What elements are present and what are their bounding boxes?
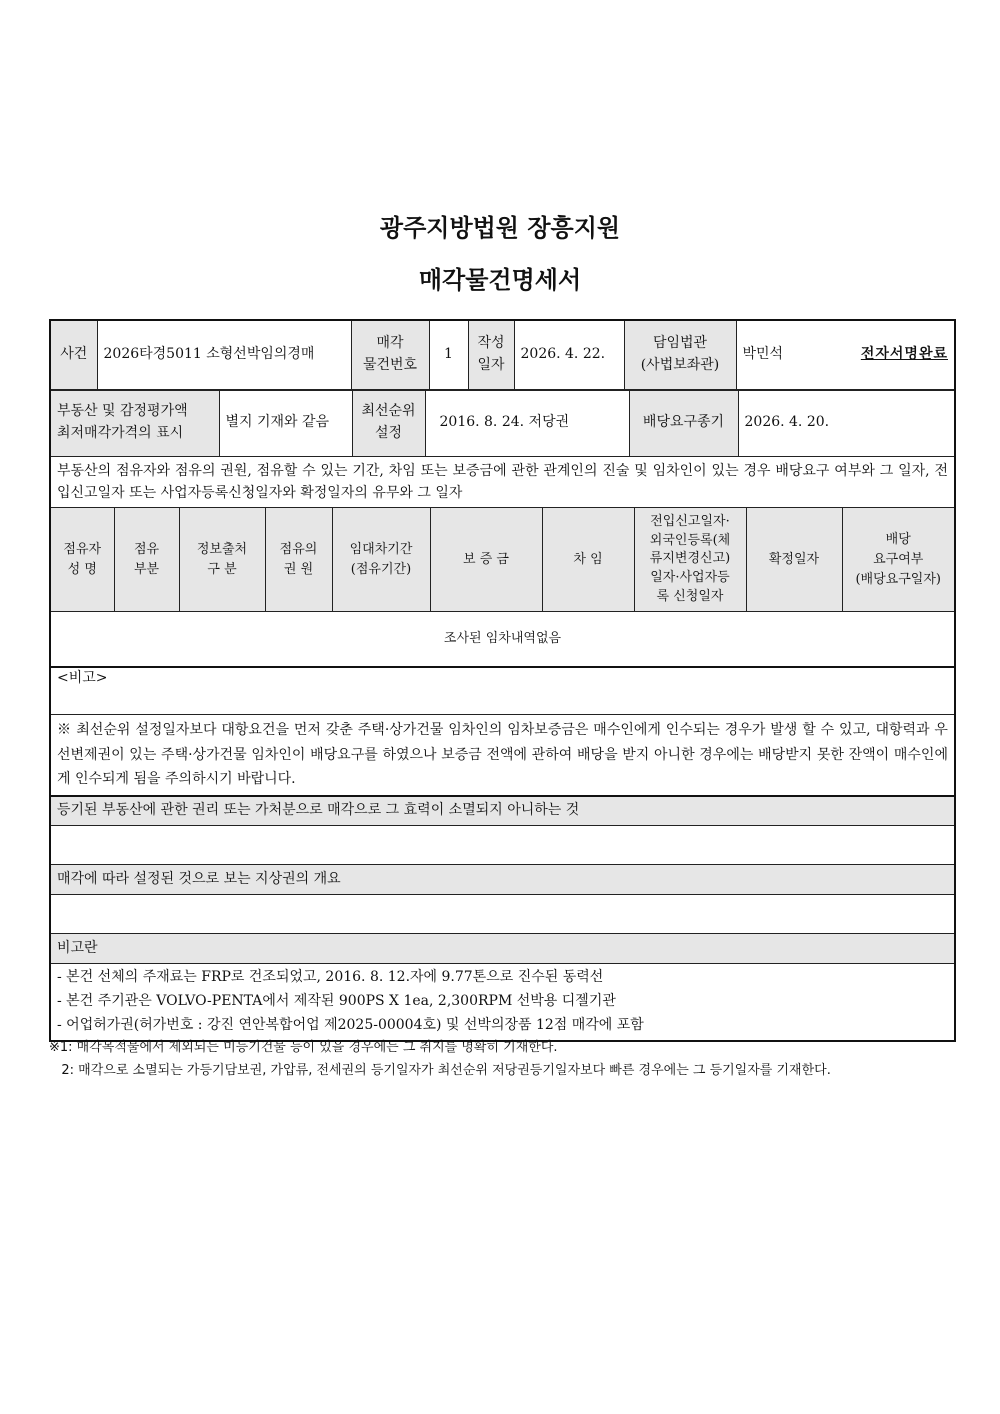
- notice-warning: ※ 최선순위 설정일자보다 대항요건을 먼저 갖춘 주택·상가건물 임차인의 임차보증금은 매수인에게 인수되는 경우가 발생 할 수 있고, 대항력과 우선변제권이 있는 주택·상가건물 임차인이 배당요구를 하였으나 보증금 전액에 관하여 배당을 받지 아니한 경우에는 배당받지 못한 잔액이 매수인에게 인수되게 됨을 주의하시기 바랍니다.: [50, 715, 955, 796]
- document-title: 매각물건명세서: [418, 266, 582, 294]
- footnotes: [49, 1037, 831, 1083]
- col-dividend-request: 배당 요구여부 (배당요구일자): [842, 508, 955, 612]
- property-value: 별지 기재와 같음: [219, 391, 352, 456]
- col-deposit: 보 증 금: [430, 508, 542, 612]
- footnote-2: 2: 매각으로 소멸되는 가등기담보권, 가압류, 전세권의 등기일자가 최선순위 저당권등기일자보다 빠른 경우에는 그 등기일자를 기재한다.: [49, 1062, 831, 1078]
- dividend-deadline-value: 2026. 4. 20.: [744, 414, 830, 431]
- e-signature-status: 전자서명완료: [860, 345, 948, 362]
- col-occupied-part: 점유 부분: [114, 508, 179, 612]
- remarks-cell: [50, 667, 955, 715]
- col-occupant-name: 점유자 성 명: [50, 508, 114, 612]
- col-move-in-date: 전입신고일자· 외국인등록(체 류지변경신고) 일자·사업자등 록 신청일자: [634, 508, 746, 612]
- col-fixed-date: 확정일자: [746, 508, 842, 612]
- occupancy-header-row: [50, 508, 955, 612]
- first-lien-label: 최선순위 설정: [352, 391, 425, 456]
- court-name: 광주지방법원 장흥지원: [379, 214, 621, 242]
- date-value: 2026. 4. 22.: [514, 321, 624, 389]
- occupancy-description: 부동산의 점유자와 점유의 권원, 점유할 수 있는 기간, 차임 또는 보증금에 관한 관계인의 진술 및 임차인이 있는 경우 배당요구 여부와 그 일자, 전입신고일자 또는 사업자등록신청일자와 확정일자의 유무와 그 일자: [50, 456, 955, 508]
- judge-name: 박민석: [742, 345, 784, 362]
- first-lien-value: 2016. 8. 24. 저당권: [425, 391, 629, 456]
- col-occupancy-title: 점유의 권 원: [265, 508, 332, 612]
- note-item: - 본건 주기관은 VOLVO-PENTA에서 제작된 900PS X 1ea, 2,300RPM 선박용 디젤기관: [57, 993, 616, 1010]
- case-value: 2026타경5011 소형선박임의경매: [97, 321, 351, 389]
- item-number-label: 매각 물건번호: [351, 321, 429, 389]
- case-label: 사건: [51, 321, 97, 389]
- registered-rights-value: [50, 826, 955, 865]
- remarks-label: <비고>: [57, 669, 108, 686]
- note-item: - 본건 선체의 주재료는 FRP로 건조되었고, 2016. 8. 12.자에 9.77톤으로 진수된 동력선: [57, 969, 604, 986]
- col-lease-period: 임대차기간 (점유기간): [332, 508, 430, 612]
- footnote-1: ※1: 매각목적물에서 제외되는 미등기건물 등이 있을 경우에는 그 취지를 명확히 기재한다.: [49, 1040, 558, 1055]
- judge-label: 담임법관 (사법보좌관): [624, 321, 736, 389]
- notes-list: [50, 964, 955, 1041]
- no-lease-message: 조사된 임차내역없음: [50, 612, 955, 667]
- col-rent: 차 임: [542, 508, 634, 612]
- registered-rights-label: 등기된 부동산에 관한 권리 또는 가처분으로 매각으로 그 효력이 소멸되지 아니하는 것: [50, 796, 955, 826]
- dividend-deadline-label: 배당요구종기: [629, 391, 738, 456]
- superficies-label: 매각에 따라 설정된 것으로 보는 지상권의 개요: [50, 865, 955, 895]
- property-label: 부동산 및 감정평가액 최저매각가격의 표시: [51, 391, 219, 456]
- col-info-source: 정보출처 구 분: [179, 508, 265, 612]
- note-item: - 어업허가권(허가번호 : 강진 연안복합어업 제2025-00004호) 및 선박의장품 12점 매각에 포함: [57, 1016, 644, 1033]
- superficies-value: [50, 895, 955, 934]
- notes-label: 비고란: [50, 934, 955, 964]
- sale-item-specification-table: [49, 319, 956, 1042]
- date-label: 작성 일자: [468, 321, 514, 389]
- item-number-value: 1: [429, 321, 468, 389]
- judge-cell: [736, 321, 954, 389]
